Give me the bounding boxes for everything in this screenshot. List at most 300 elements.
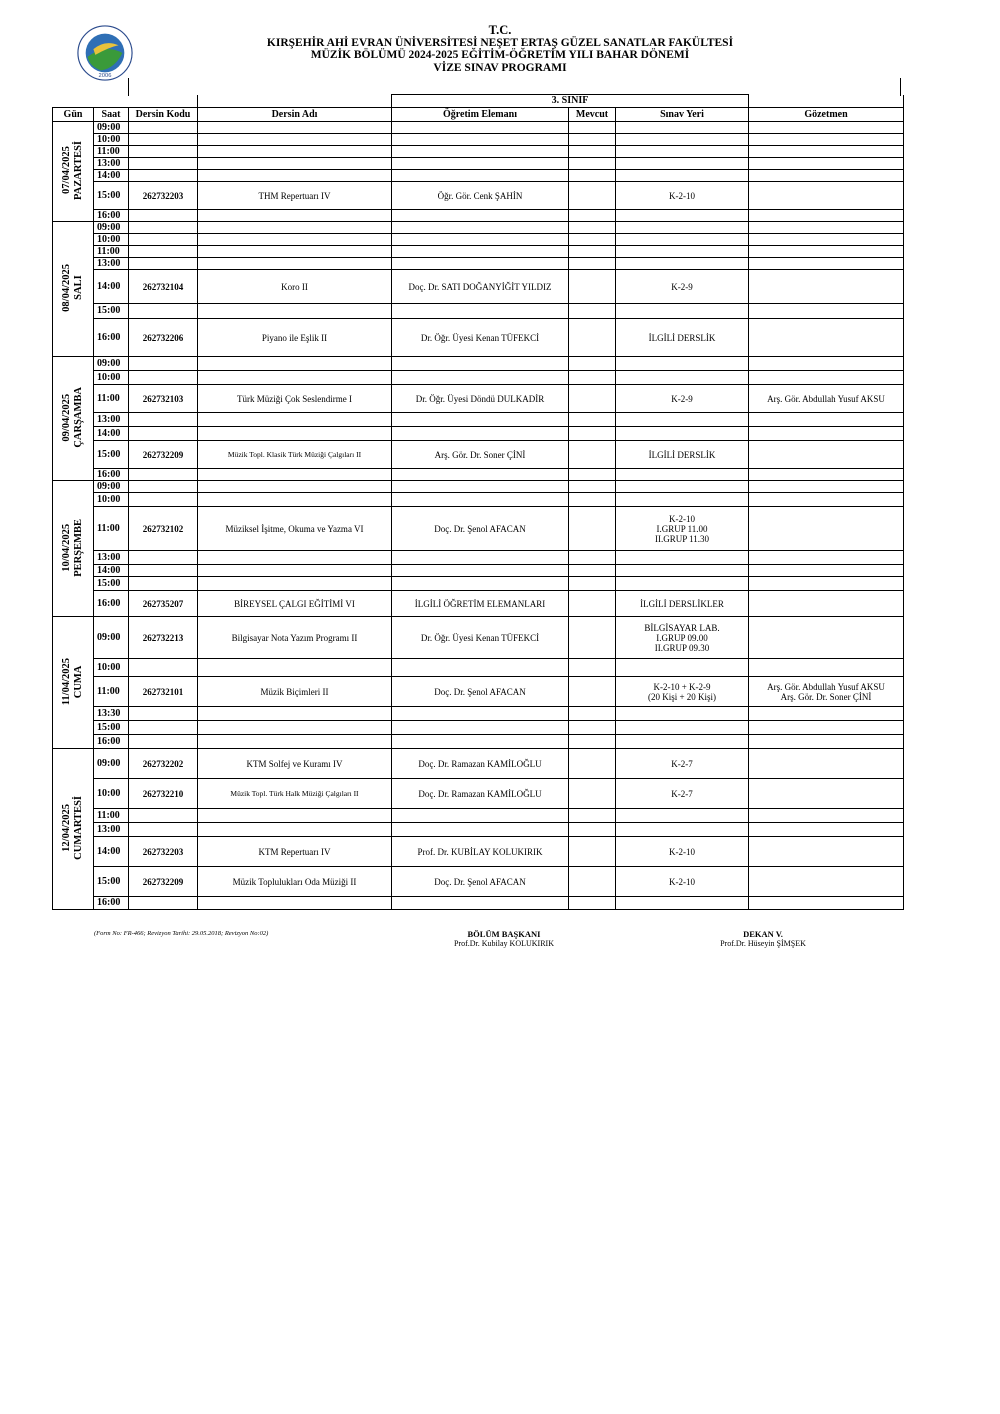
instructor: Doç. Dr. Ramazan KAMİLOĞLU: [392, 779, 569, 809]
day-name: CUMARTESİ: [73, 796, 84, 860]
course-name: [198, 577, 392, 591]
proctor: [749, 304, 904, 319]
exam-time: 10:00: [94, 134, 129, 146]
exam-place: [616, 182, 749, 210]
instructor: [392, 707, 569, 721]
schedule-row: [53, 493, 904, 507]
schedule-row: [53, 823, 904, 837]
course-name: KTM Repertuarı IV: [198, 837, 392, 867]
column-header: Saat: [94, 108, 129, 122]
exam-place: [616, 413, 749, 427]
schedule-row: [53, 591, 904, 617]
exam-place: [616, 134, 749, 146]
exam-time: 10:00: [94, 493, 129, 507]
proctor: [749, 182, 904, 210]
enrollment: [569, 749, 616, 779]
instructor: Arş. Gör. Dr. Soner ÇİNİ: [392, 441, 569, 469]
course-code: [129, 304, 198, 319]
instructor: [392, 357, 569, 371]
day-cell: [53, 481, 94, 617]
course-code: 262732203: [129, 182, 198, 210]
exam-place: [616, 507, 749, 551]
day-name: PAZARTESİ: [73, 141, 84, 200]
instructor: [392, 122, 569, 134]
course-name: Müzik Topl. Türk Halk Müziği Çalgıları II: [198, 779, 392, 809]
proctor: [749, 258, 904, 270]
exam-time: 09:00: [94, 357, 129, 371]
instructor: Dr. Öğr. Üyesi Kenan TÜFEKCİ: [392, 319, 569, 357]
enrollment: [569, 441, 616, 469]
exam-place: [616, 146, 749, 158]
proctor: [749, 779, 904, 809]
exam-time: 13:00: [94, 258, 129, 270]
exam-time: 10:00: [94, 659, 129, 677]
course-code: 262732213: [129, 617, 198, 659]
proctor: [749, 122, 904, 134]
instructor: [392, 551, 569, 565]
course-name: [198, 735, 392, 749]
proctor: [749, 222, 904, 234]
column-header: Sınav Yeri: [616, 108, 749, 122]
course-code: 262732210: [129, 779, 198, 809]
exam-time: 13:00: [94, 823, 129, 837]
schedule-row: [53, 413, 904, 427]
course-name: THM Repertuarı IV: [198, 182, 392, 210]
course-code: [129, 577, 198, 591]
exam-time: 16:00: [94, 735, 129, 749]
course-name: [198, 413, 392, 427]
course-name: Müzik Biçimleri II: [198, 677, 392, 707]
instructor: Dr. Öğr. Üyesi Döndü DULKADİR: [392, 385, 569, 413]
exam-place: [616, 659, 749, 677]
exam-place: [616, 565, 749, 577]
course-code: [129, 413, 198, 427]
course-name: [198, 493, 392, 507]
enrollment: [569, 823, 616, 837]
column-header: Mevcut: [569, 108, 616, 122]
exam-time: 14:00: [94, 270, 129, 304]
exam-place: [616, 837, 749, 867]
exam-time: 15:00: [94, 182, 129, 210]
enrollment: [569, 210, 616, 222]
enrollment: [569, 565, 616, 577]
proctor: [749, 210, 904, 222]
proctor: [749, 134, 904, 146]
proctor: [749, 507, 904, 551]
enrollment: [569, 617, 616, 659]
course-name: [198, 158, 392, 170]
proctor: [749, 707, 904, 721]
schedule-row: [53, 837, 904, 867]
exam-place: [616, 385, 749, 413]
instructor: [392, 659, 569, 677]
course-code: [129, 565, 198, 577]
instructor: Doç. Dr. Şenol AFACAN: [392, 867, 569, 897]
exam-place-line: K-2-7: [671, 758, 693, 769]
exam-time: 15:00: [94, 441, 129, 469]
course-name: Müzik Toplulukları Oda Müziği II: [198, 867, 392, 897]
column-header-row: [53, 108, 904, 122]
header-line-4: VİZE SINAV PROGRAMI: [433, 61, 567, 74]
instructor: [392, 481, 569, 493]
exam-place: [616, 809, 749, 823]
exam-time: 11:00: [94, 146, 129, 158]
day-cell: [53, 749, 94, 910]
day-label: [61, 658, 85, 705]
proctor: [749, 270, 904, 304]
exam-place: [616, 779, 749, 809]
exam-place: [616, 469, 749, 481]
exam-place: [616, 441, 749, 469]
department-head-title: BÖLÜM BAŞKANI: [467, 929, 541, 939]
enrollment: [569, 591, 616, 617]
enrollment: [569, 158, 616, 170]
exam-time: 16:00: [94, 591, 129, 617]
instructor: [392, 234, 569, 246]
exam-time: 15:00: [94, 304, 129, 319]
course-code: [129, 158, 198, 170]
proctor-line: Arş. Gör. Abdullah Yusuf AKSU: [767, 681, 885, 692]
course-code: [129, 469, 198, 481]
dean-title: DEKAN V.: [743, 929, 783, 939]
course-name: [198, 246, 392, 258]
course-name: Bilgisayar Nota Yazım Programı II: [198, 617, 392, 659]
enrollment: [569, 182, 616, 210]
course-name: [198, 210, 392, 222]
course-code: [129, 258, 198, 270]
exam-place: [616, 234, 749, 246]
class-label: 3. SINIF: [392, 95, 749, 108]
instructor: [392, 493, 569, 507]
course-code: 262732103: [129, 385, 198, 413]
exam-place: [616, 270, 749, 304]
dean-name: Prof.Dr. Hüseyin ŞİMŞEK: [720, 939, 806, 948]
schedule-row: [53, 357, 904, 371]
document-header: [140, 24, 860, 74]
instructor: [392, 427, 569, 441]
proctor: [749, 721, 904, 735]
schedule-row: [53, 385, 904, 413]
exam-place: [616, 427, 749, 441]
course-code: [129, 210, 198, 222]
instructor: [392, 304, 569, 319]
course-name: [198, 258, 392, 270]
proctor: [749, 659, 904, 677]
exam-place-line: K-2-10: [669, 846, 695, 857]
course-code: [129, 371, 198, 385]
day-label: [61, 796, 85, 860]
exam-place-line: K-2-10: [669, 190, 695, 201]
course-name: [198, 371, 392, 385]
course-name: [198, 659, 392, 677]
day-label: [61, 141, 85, 200]
course-code: 262735207: [129, 591, 198, 617]
exam-place: [616, 493, 749, 507]
schedule-row: [53, 469, 904, 481]
header-line-2: KIRŞEHİR AHİ EVRAN ÜNİVERSİTESİ NEŞET ERTAŞ GÜZEL SANATLAR FAKÜLTESİ: [266, 36, 734, 49]
exam-place: [616, 170, 749, 182]
exam-place-line: K-2-9: [671, 281, 693, 292]
course-name: Piyano ile Eşlik II: [198, 319, 392, 357]
proctor: [749, 837, 904, 867]
exam-time: 10:00: [94, 371, 129, 385]
exam-time: 13:00: [94, 158, 129, 170]
schedule-row: [53, 677, 904, 707]
exam-time: 15:00: [94, 577, 129, 591]
exam-place: [616, 867, 749, 897]
course-code: [129, 721, 198, 735]
schedule-row: [53, 210, 904, 222]
exam-place-line: (20 Kişi + 20 Kişi): [647, 691, 717, 702]
day-cell: [53, 617, 94, 749]
schedule-row: [53, 617, 904, 659]
course-name: [198, 146, 392, 158]
exam-time: 09:00: [94, 617, 129, 659]
exam-time: 09:00: [94, 749, 129, 779]
course-name: Müziksel İşitme, Okuma ve Yazma VI: [198, 507, 392, 551]
exam-time: 16:00: [94, 319, 129, 357]
day-cell: [53, 122, 94, 222]
instructor: [392, 170, 569, 182]
exam-place: [616, 357, 749, 371]
course-name: [198, 170, 392, 182]
day-name: PERŞEMBE: [73, 518, 84, 577]
proctor: [749, 735, 904, 749]
exam-time: 13:00: [94, 413, 129, 427]
enrollment: [569, 427, 616, 441]
column-header: Öğretim Elemanı: [392, 108, 569, 122]
schedule-row: [53, 749, 904, 779]
course-code: [129, 146, 198, 158]
enrollment: [569, 867, 616, 897]
schedule-row: [53, 707, 904, 721]
proctor: [749, 413, 904, 427]
proctor: [749, 867, 904, 897]
exam-place-line: K-2-9: [671, 393, 693, 404]
course-name: [198, 427, 392, 441]
exam-time: 14:00: [94, 427, 129, 441]
enrollment: [569, 170, 616, 182]
exam-place: [616, 246, 749, 258]
course-code: 262732209: [129, 867, 198, 897]
department-head-name: Prof.Dr. Kubilay KOLUKIRIK: [454, 939, 554, 948]
course-code: [129, 809, 198, 823]
schedule-row: [53, 551, 904, 565]
schedule-row: [53, 809, 904, 823]
instructor: [392, 469, 569, 481]
proctor: [749, 897, 904, 910]
course-code: [129, 659, 198, 677]
enrollment: [569, 146, 616, 158]
exam-place: [616, 122, 749, 134]
exam-time: 11:00: [94, 385, 129, 413]
course-name: KTM Solfej ve Kuramı IV: [198, 749, 392, 779]
exam-time: 09:00: [94, 222, 129, 234]
enrollment: [569, 577, 616, 591]
course-code: [129, 357, 198, 371]
proctor: [749, 809, 904, 823]
course-code: [129, 170, 198, 182]
exam-place: [616, 897, 749, 910]
exam-time: 15:00: [94, 867, 129, 897]
instructor: [392, 146, 569, 158]
enrollment: [569, 258, 616, 270]
day-label: [61, 387, 85, 448]
instructor: [392, 735, 569, 749]
enrollment: [569, 481, 616, 493]
exam-place-line: I.GRUP 11.00: [656, 523, 708, 534]
schedule-row: [53, 897, 904, 910]
instructor: Doç. Dr. Ramazan KAMİLOĞLU: [392, 749, 569, 779]
exam-time: 14:00: [94, 170, 129, 182]
enrollment: [569, 270, 616, 304]
instructor: [392, 246, 569, 258]
column-header: Gün: [53, 108, 94, 122]
instructor: Prof. Dr. KUBİLAY KOLUKIRIK: [392, 837, 569, 867]
schedule-row: [53, 134, 904, 146]
enrollment: [569, 779, 616, 809]
enrollment: [569, 234, 616, 246]
exam-place: [616, 823, 749, 837]
schedule-row: [53, 158, 904, 170]
exam-time: 10:00: [94, 779, 129, 809]
schedule-row: [53, 481, 904, 493]
enrollment: [569, 493, 616, 507]
instructor: [392, 371, 569, 385]
exam-place-line: K-2-7: [671, 788, 693, 799]
exam-place-line: II.GRUP 11.30: [654, 533, 710, 544]
day-date: 12/04/2025: [61, 804, 72, 852]
proctor: [749, 246, 904, 258]
enrollment: [569, 707, 616, 721]
enrollment: [569, 371, 616, 385]
proctor: [749, 146, 904, 158]
schedule-row: [53, 427, 904, 441]
exam-time: 11:00: [94, 809, 129, 823]
instructor: [392, 222, 569, 234]
course-code: [129, 707, 198, 721]
enrollment: [569, 319, 616, 357]
exam-time: 11:00: [94, 677, 129, 707]
course-code: [129, 897, 198, 910]
course-code: [129, 493, 198, 507]
exam-time: 13:00: [94, 551, 129, 565]
instructor: Dr. Öğr. Üyesi Kenan TÜFEKCİ: [392, 617, 569, 659]
proctor: [749, 170, 904, 182]
schedule-row: [53, 577, 904, 591]
proctor: [749, 427, 904, 441]
day-name: ÇARŞAMBA: [73, 387, 84, 448]
proctor: [749, 551, 904, 565]
exam-place-line: K-2-10: [669, 876, 695, 887]
course-name: [198, 721, 392, 735]
department-head-signature: [404, 929, 604, 949]
exam-time: 16:00: [94, 469, 129, 481]
proctor: [749, 749, 904, 779]
proctor: [749, 565, 904, 577]
schedule-row: [53, 270, 904, 304]
proctor: [749, 493, 904, 507]
day-name: CUMA: [73, 665, 84, 698]
exam-place: [616, 617, 749, 659]
course-code: [129, 427, 198, 441]
exam-time: 09:00: [94, 122, 129, 134]
course-code: 262732101: [129, 677, 198, 707]
course-code: [129, 735, 198, 749]
course-name: [198, 823, 392, 837]
schedule-row: [53, 222, 904, 234]
column-header: Gözetmen: [749, 108, 904, 122]
course-name: [198, 469, 392, 481]
course-name: [198, 234, 392, 246]
instructor: [392, 721, 569, 735]
course-name: Müzik Topl. Klasik Türk Müziği Çalgıları II: [198, 441, 392, 469]
form-number: (Form No: FR-466; Revizyon Tarihi: 29.05.2018; Revizyon No:02): [94, 930, 269, 937]
course-code: 262732206: [129, 319, 198, 357]
schedule-row: [53, 867, 904, 897]
schedule-row: [53, 170, 904, 182]
instructor: [392, 258, 569, 270]
exam-place: [616, 319, 749, 357]
exam-time: 10:00: [94, 234, 129, 246]
day-cell: [53, 222, 94, 357]
proctor: [749, 158, 904, 170]
schedule-row: [53, 565, 904, 577]
proctor: [749, 371, 904, 385]
course-name: [198, 357, 392, 371]
instructor: Doç. Dr. Şenol AFACAN: [392, 507, 569, 551]
instructor: Doç. Dr. SATI DOĞANYİĞİT YILDIZ: [392, 270, 569, 304]
course-name: [198, 551, 392, 565]
proctor: [749, 481, 904, 493]
exam-place-line: K-2-10: [669, 513, 695, 524]
proctor: [749, 677, 904, 707]
day-date: 11/04/2025: [61, 657, 72, 706]
instructor: [392, 809, 569, 823]
exam-time: 11:00: [94, 246, 129, 258]
day-cell: [53, 357, 94, 481]
schedule-row: [53, 779, 904, 809]
course-code: [129, 481, 198, 493]
course-name: [198, 707, 392, 721]
proctor-line: Arş. Gör. Dr. Soner ÇİNİ: [780, 691, 872, 702]
course-name: [198, 565, 392, 577]
enrollment: [569, 304, 616, 319]
instructor: [392, 134, 569, 146]
exam-place: [616, 222, 749, 234]
course-name: [198, 134, 392, 146]
schedule-row: [53, 735, 904, 749]
day-label: [61, 264, 85, 312]
enrollment: [569, 897, 616, 910]
course-name: [198, 304, 392, 319]
course-code: [129, 246, 198, 258]
enrollment: [569, 507, 616, 551]
schedule-row: [53, 258, 904, 270]
schedule-row: [53, 371, 904, 385]
column-header: Dersin Adı: [198, 108, 392, 122]
exam-schedule-table: [52, 94, 904, 910]
day-date: 09/04/2025: [61, 393, 72, 442]
header-line-3: MÜZİK BÖLÜMÜ 2024-2025 EĞİTİM-ÖĞRETİM YILI BAHAR DÖNEMİ: [310, 49, 690, 61]
proctor-line: Arş. Gör. Abdullah Yusuf AKSU: [767, 393, 885, 404]
enrollment: [569, 721, 616, 735]
schedule-row: [53, 182, 904, 210]
day-date: 08/04/2025: [61, 264, 72, 312]
proctor: [749, 823, 904, 837]
day-name: SALI: [73, 275, 84, 301]
exam-place-line: İLGİLİ DERSLİK: [648, 332, 716, 343]
